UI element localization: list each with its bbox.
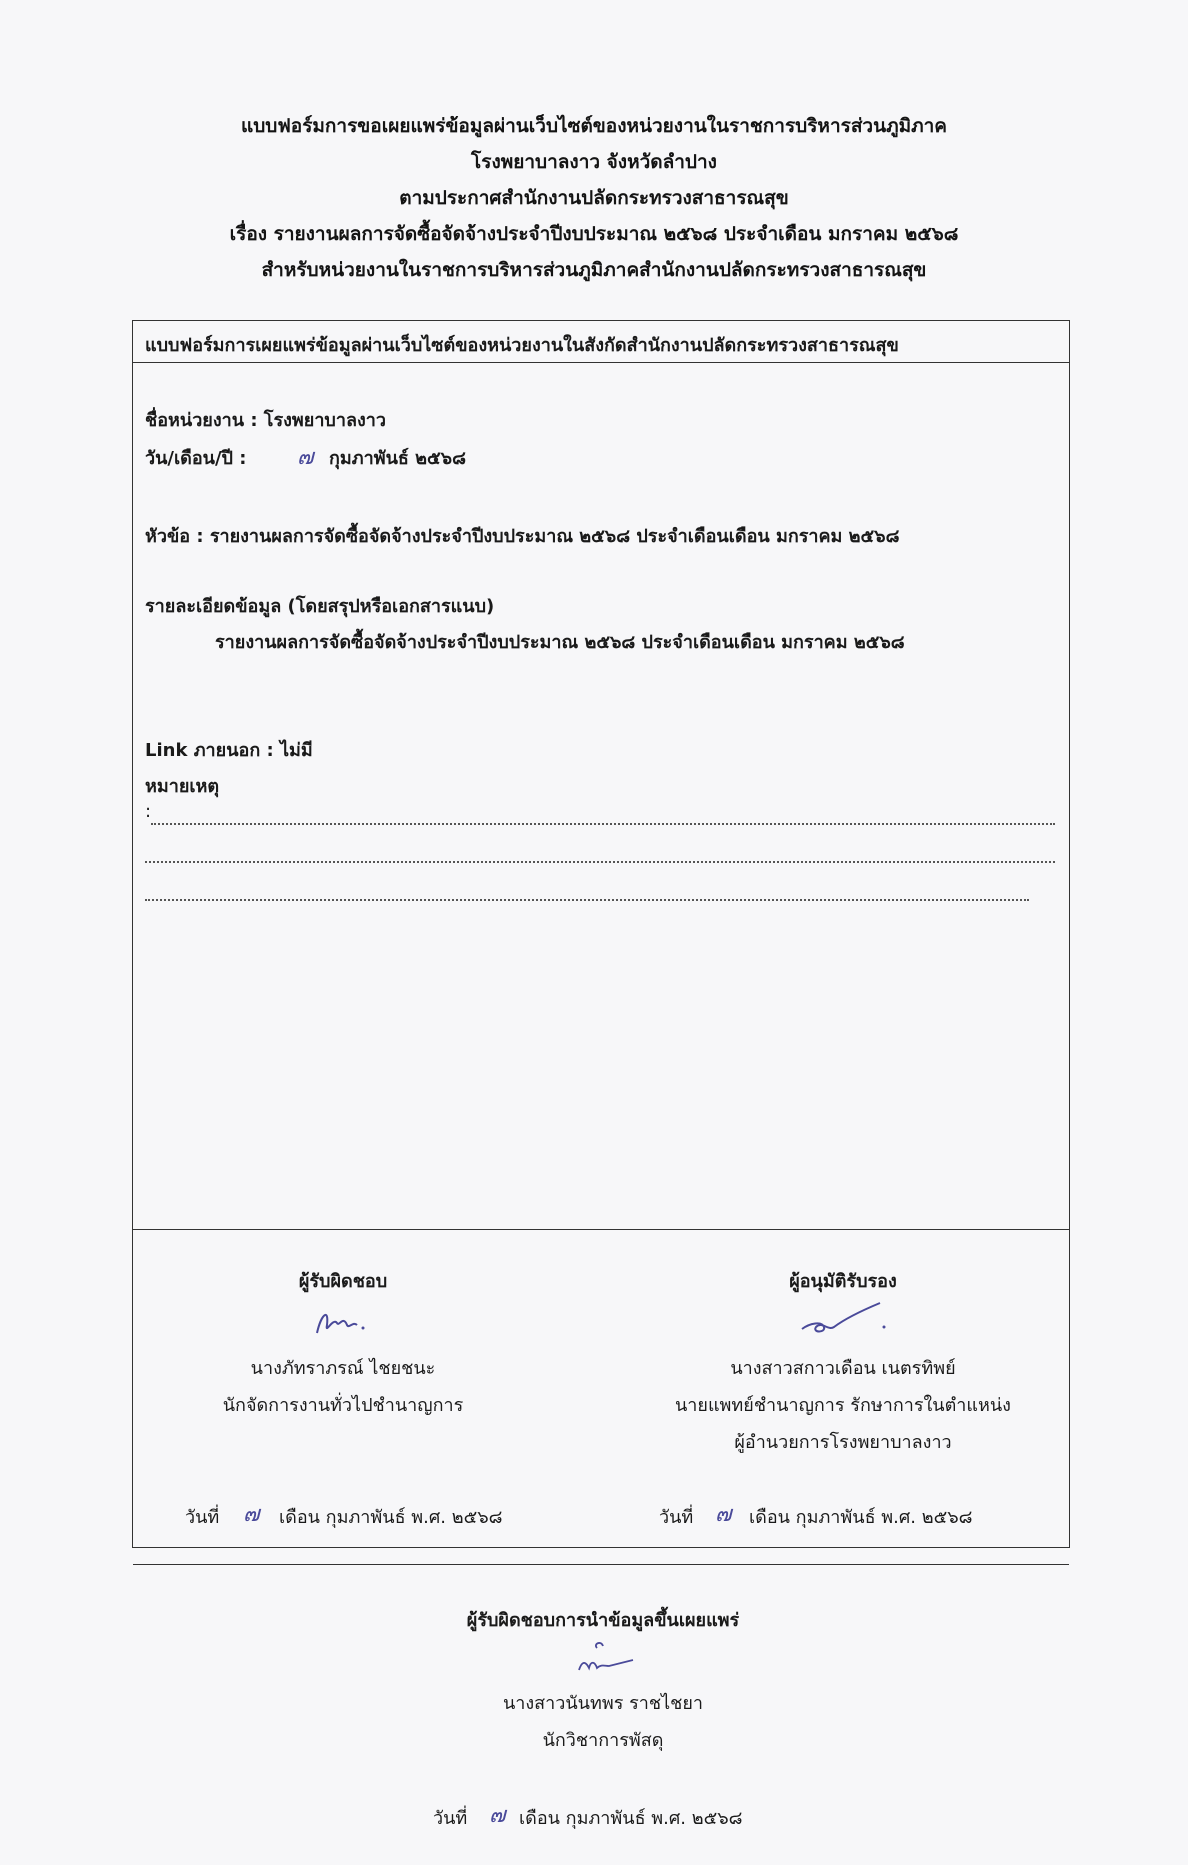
responsible-signature	[303, 1295, 383, 1345]
date-day-handwritten: ๗	[297, 445, 314, 470]
approver-role: ผู้อนุมัติรับรอง	[789, 1271, 897, 1292]
form-title: แบบฟอร์มการเผยแพร่ข้อมูลผ่านเว็บไซต์ของหน่วยงานในสังกัดสำนักงานปลัดกระทรวงสาธารณสุข	[133, 321, 1069, 363]
info-section	[133, 363, 1069, 1230]
publisher-role: ผู้รับผิดชอบการนำข้อมูลขึ้นเผยแพร่	[466, 1610, 740, 1631]
detail-text: รายงานผลการจัดซื้อจัดจ้างประจำปีงบประมาณ ๒๕๖๘ ประจำเดือนเดือน มกราคม ๒๕๖๘	[215, 632, 905, 653]
responsible-name: นางภัทราภรณ์ ไชยชนะ	[250, 1358, 436, 1379]
remark-label: หมายเหตุ	[145, 776, 220, 797]
responsible-date-prefix: วันที่	[185, 1507, 220, 1528]
publisher-date-rest: เดือน กุมภาพันธ์ พ.ศ. ๒๕๖๘	[519, 1808, 743, 1829]
header-line-1: แบบฟอร์มการขอเผยแพร่ข้อมูลผ่านเว็บไซต์ของหน่วยงานในราชการบริหารส่วนภูมิภาค	[240, 115, 948, 137]
publisher-date-day-handwritten: ๗	[489, 1803, 506, 1828]
detail-label: รายละเอียดข้อมูล (โดยสรุปหรือเอกสารแนบ)	[145, 596, 495, 617]
topic: หัวข้อ : รายงานผลการจัดซื้อจัดจ้างประจำปีงบประมาณ ๒๕๖๘ ประจำเดือนเดือน มกราคม ๒๕๖๘	[145, 526, 900, 547]
header-line-3: ตามประกาศสำนักงานปลัดกระทรวงสาธารณสุข	[399, 187, 789, 209]
header-line-5: สำหรับหน่วยงานในราชการบริหารส่วนภูมิภาคสำนักงานปลัดกระทรวงสาธารณสุข	[261, 259, 927, 281]
remark-dotted-line-2	[145, 860, 1055, 863]
approver-name: นางสาวสกาวเดือน เนตรทิพย์	[730, 1358, 956, 1379]
publisher-signature	[563, 1634, 643, 1680]
date-month-year: กุมภาพันธ์ ๒๕๖๘	[329, 448, 466, 469]
approver-position-1: นายแพทย์ชำนาญการ รักษาการในตำแหน่ง	[675, 1395, 1011, 1416]
agency-name: ชื่อหน่วยงาน : โรงพยาบาลงาว	[145, 410, 386, 431]
responsible-position: นักจัดการงานทั่วไปชำนาญการ	[222, 1395, 464, 1416]
responsible-signer	[163, 1266, 523, 1419]
publisher-name: นางสาวนันทพร ราชไชยา	[502, 1693, 704, 1714]
publisher-section	[133, 1565, 1069, 1865]
remark-dotted-line-3	[145, 898, 1029, 901]
publisher-position: นักวิชาการพัสดุ	[542, 1730, 664, 1751]
responsible-date-day-handwritten: ๗	[243, 1502, 260, 1527]
approver-date-day-handwritten: ๗	[715, 1502, 732, 1527]
responsible-role: ผู้รับผิดชอบ	[298, 1271, 388, 1292]
approver-date-rest: เดือน กุมภาพันธ์ พ.ศ. ๒๕๖๘	[749, 1507, 973, 1528]
approver-date-prefix: วันที่	[659, 1507, 694, 1528]
signature-section	[133, 1230, 1069, 1565]
external-link: Link ภายนอก : ไม่มี	[145, 740, 313, 761]
responsible-date-rest: เดือน กุมภาพันธ์ พ.ศ. ๒๕๖๘	[279, 1507, 503, 1528]
approver-position-2: ผู้อำนวยการโรงพยาบาลงาว	[734, 1432, 952, 1453]
remark-colon: :	[145, 801, 152, 822]
remark-dotted-line-1	[151, 822, 1055, 825]
date-label: วัน/เดือน/ปี :	[145, 448, 247, 469]
header-line-2: โรงพยาบาลงาว จังหวัดลำปาง	[471, 151, 717, 173]
approver-signer	[633, 1266, 1053, 1456]
header-line-4: เรื่อง รายงานผลการจัดซื้อจัดจ้างประจำปีงบประมาณ ๒๕๖๘ ประจำเดือน มกราคม ๒๕๖๘	[229, 223, 959, 245]
form-table	[132, 320, 1070, 1829]
publisher-signer	[283, 1605, 923, 1754]
publisher-date-prefix: วันที่	[433, 1808, 468, 1829]
approver-signature	[788, 1295, 898, 1345]
document-header	[0, 108, 1188, 288]
